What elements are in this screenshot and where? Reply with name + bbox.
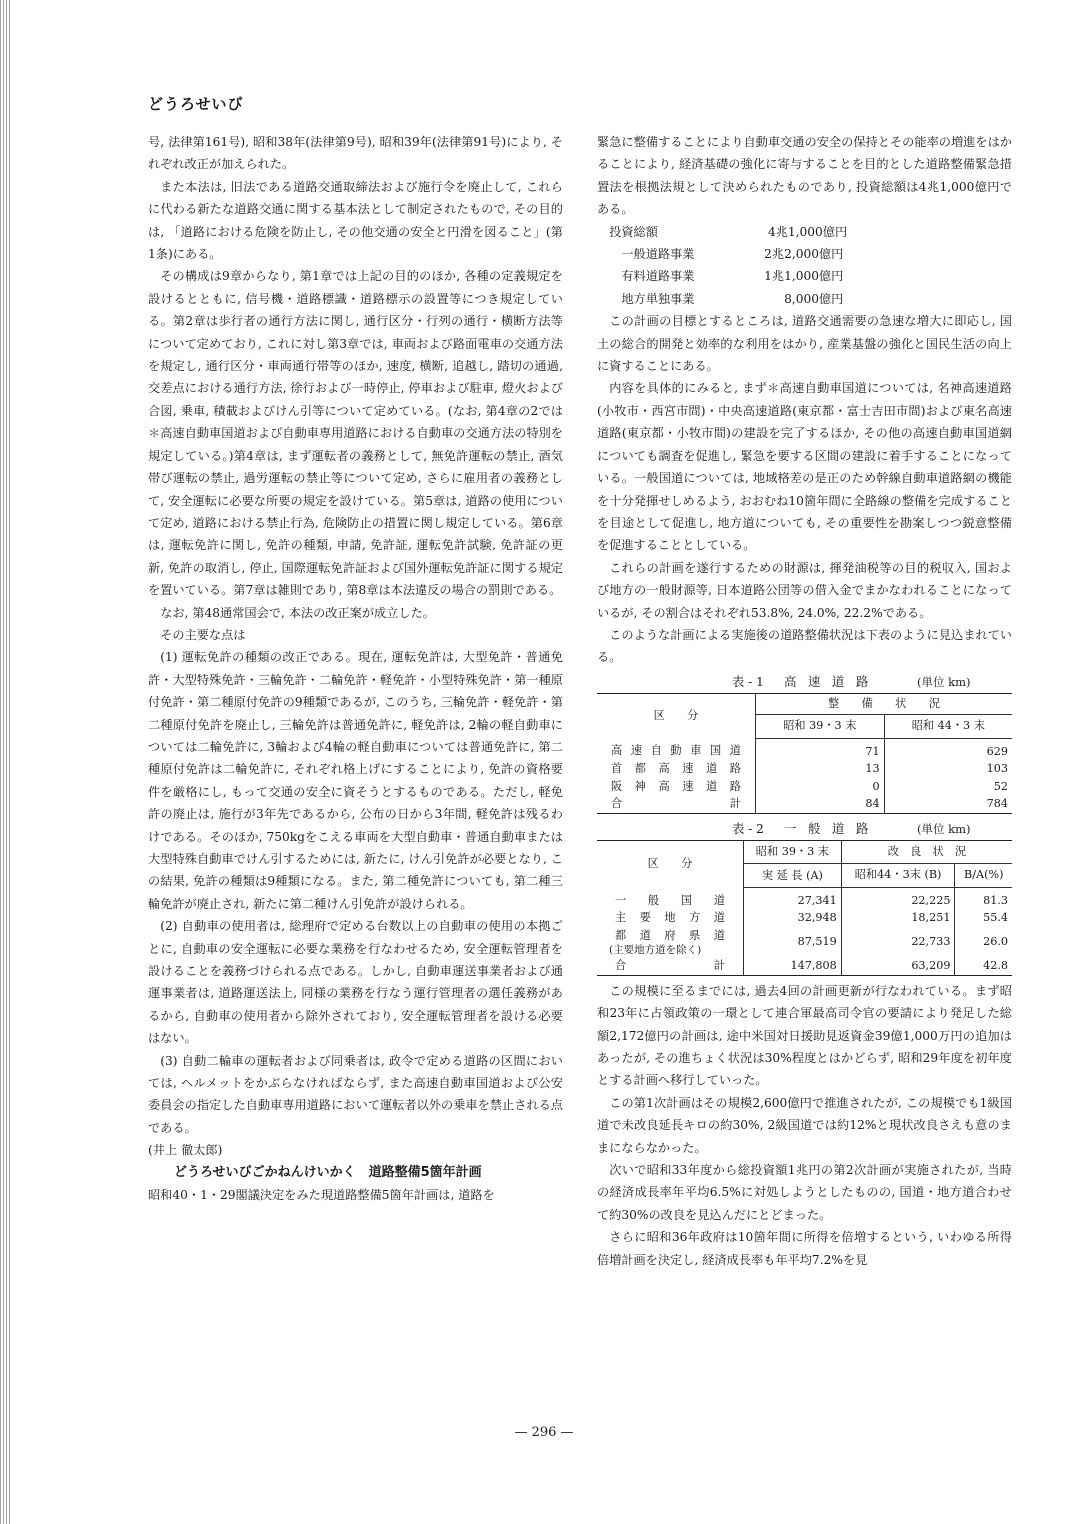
budget-value: 8,000億円 [784, 291, 844, 306]
table2-cell-ratio: 26.0 [955, 927, 1012, 958]
table1-cell-1964: 0 [756, 778, 885, 796]
table2-cell-ratio: 81.3 [955, 887, 1012, 909]
table2-header-col3: B/A(%) [955, 864, 1012, 887]
table1-row-label: 合計 [611, 797, 741, 811]
author-signature: (井上 徹太郎) [148, 1143, 223, 1158]
budget-value: 4兆1,000億円 [767, 224, 848, 239]
table1-cell-1964: 84 [756, 795, 885, 813]
table2-row-label-cell [597, 909, 744, 927]
budget-list [609, 221, 1012, 311]
table-row [597, 909, 1012, 927]
table1-row-label: 高速自動車国道 [611, 744, 741, 758]
table1-caption-row [597, 671, 1012, 693]
table1-row-label: 阪神高速道路 [611, 779, 741, 793]
table1-cell-1969: 629 [884, 738, 1012, 760]
right-paragraph: 内容を具体的にみると, まず＊高速自動車国道については, 名神高速道路(小牧市・西宮市間)・中央高速道路(東京都・富士吉田市間)および東名高速道路(東京都・小牧市間)の建設を完了するほか, その他の高速自動車国道網についても調査を促進し, 緊急を要する区間の建設に着手することになっている。一般国道については, 地域格差の是正のため幹線自動車道路網の機能を十分発揮せしめるよう, おおむね10箇年間に全路線の整備を完成することを目途として促進し, 地方道についても, その重要性を勘案しつつ鋭意整備を促進することとしている。 [597, 381, 1012, 553]
scan-edge [0, 0, 10, 1524]
table2-cell-length: 147,808 [744, 957, 842, 975]
table2-body [597, 887, 1012, 975]
table2-header-kubun: 区 分 [647, 856, 693, 870]
budget-label: 投資総額 [609, 224, 658, 239]
budget-row [609, 288, 1012, 310]
budget-row [609, 221, 1012, 243]
left-paragraph: その主要な点は [160, 627, 246, 642]
budget-value: 1兆1,000億円 [764, 269, 844, 284]
table-row [597, 795, 1012, 813]
budget-value: 2兆2,000億円 [764, 247, 844, 262]
left-paragraph: なお, 第48通常国会で, 本法の改正案が成立した。 [160, 605, 435, 620]
table1-header-group: 整 備 状 況 [756, 694, 1013, 715]
table2-row-label: 一般国道 [615, 893, 725, 907]
table-row [597, 927, 1012, 958]
budget-label: 地方単独事業 [621, 291, 695, 306]
table-row [597, 738, 1012, 760]
left-paragraph: また本法は, 旧法である道路交通取締法および施行令を廃止して, これらに代わる新たな道路交通に関する基本法として制定されたもので, その目的は, 「道路における危険を防止し, その他交通の安全と円滑を図ること」(第1条)にある。 [148, 179, 563, 262]
table2-cell-improved: 63,209 [841, 957, 955, 975]
table2-caption: 表-2 一 般 道 路 [731, 820, 873, 836]
table1-unit: (単位 km) [917, 674, 971, 689]
table1-body [597, 738, 1012, 813]
right-column [597, 131, 1012, 1271]
right-paragraph: これらの計画を遂行するための財源は, 揮発油税等の目的税収入, 国および地方の一般財源等, 日本道路公団等の借入金でまかなわれることになっているが, その割合はそれぞれ53.8%, 24.0%, 22.2%である。 [597, 560, 1012, 620]
table1-cell-1969: 52 [884, 778, 1012, 796]
right-paragraph: このような計画による実施後の道路整備状況は下表のように見込まれている。 [597, 627, 1012, 665]
right-intro: 緊急に整備することにより自動車交通の安全の保持とその能率の増進をはかることにより, 経済基礎の強化に寄与することを目的とした道路整備緊急措置法を根拠法規として決められたものであり, 投資総額は4兆1,000億円である。 [597, 135, 1012, 217]
budget-label: 有料道路事業 [621, 269, 695, 284]
left-paragraph: (1) 運転免許の種類の改正である。現在, 運転免許は, 大型免許・普通免許・大型特殊免許・三輪免許・二輪免許・軽免許・小型特殊免許・第一種原付免許・第二種原付免許の9種類であるが, このうち, 三輪免許・軽免許・第二種原付免許を廃止し, 三輪免許は普通免許に, 軽免許は, 2輪の軽自動車については二輪免許に, 3輪および4輪の軽自動車については普通免許に, 第二種原付免許は二輪免許に, それぞれ格上げにすることにより, 免許の資格要件を厳格にし, もって交通の安全に資そうとするものである。ただし, 軽免許の廃止は, 施行が3年先であるから, 公布の日から3年間, 軽免許は残るわけである。そのほか, 750kgをこえる車両を大型自動車・普通自動車または大型特殊自動車でけん引するためには, 新たに, けん引免許が必要となり, この結果, 免許の種類は9種類になる。また, 第二種免許についても, 第二種三輪免許が廃止され, 新たに第二種けん引免許が設けられる。 [148, 650, 563, 911]
table2-caption-row [597, 818, 1012, 840]
right-paragraphs-1 [597, 310, 1012, 669]
right-paragraph: この第1次計画はその規模2,600億円で推進されたが, この規模でも1級国道で未改良延長キロの約30%, 2級国道では約12%と現状改良さえも意のままにならなかった。 [597, 1095, 1012, 1155]
table-row [597, 760, 1012, 778]
table2-row-label: 都道府県道 [615, 928, 725, 942]
table2-unit: (単位 km) [917, 821, 971, 836]
budget-label: 一般道路事業 [621, 247, 695, 262]
table2-cell-ratio: 55.4 [955, 909, 1012, 927]
table2-cell-improved: 22,225 [841, 887, 955, 909]
page-number: — 296 — [514, 1425, 574, 1440]
right-paragraph: さらに昭和36年政府は10箇年間に所得を倍増するという, いわゆる所得倍増計画を決定し, 経済成長率も年平均7.2%を見 [597, 1230, 1012, 1267]
entry-first-line: 昭和40・1・29閣議決定をみた現道路整備5箇年計画は, 道路を [148, 1188, 495, 1203]
entry-heading: どうろせいびごかねんけいかく 道路整備5箇年計画 [174, 1164, 482, 1180]
table-row [597, 957, 1012, 975]
table2-header-group: 改 良 状 況 [841, 840, 1012, 863]
table1-row-label: 首都高速道路 [611, 762, 741, 776]
table2-header-col2: 昭和44・3末 (B) [841, 864, 955, 887]
table2-row-label: 合計 [615, 959, 725, 973]
table1-header-col2: 昭和 44・3 末 [884, 715, 1012, 738]
budget-row [609, 265, 1012, 287]
table1-caption: 表-1 高 速 道 路 [731, 673, 873, 689]
table2-header-col1a: 昭和 39・3 末 [744, 840, 842, 863]
table-row [597, 887, 1012, 909]
right-paragraph: この規模に至るまでには, 過去4回の計画更新が行なわれている。まず昭和23年に占領政策の一環として連合軍最高司令官の要請により発足した総額2,172億円の計画は, 途中米国対日援助見返資金39億1,000万円の追加はあったが, その進ちょく状況は30%程度とはかどらず, 昭和29年度を初年度とする計画へ移行していった。 [597, 983, 1012, 1088]
table1-header-kubun: 区 分 [653, 708, 699, 722]
table2-row-label-cell [597, 887, 744, 909]
table2-row-label-cell [597, 957, 744, 975]
table2-row-label-cell [597, 927, 744, 958]
table1-expressway [597, 693, 1012, 813]
left-paragraph: (2) 自動車の使用者は, 総理府で定める台数以上の自動車の使用の本拠ごとに, 自動車の安全運転に必要な業務を行なわせるため, 安全運転管理者を設けることを義務づけられる点である。しかし, 自動車運送事業者および通運事業者は, 道路運送法上, 同様の業務を行なう運行管理者の選任義務があるから, 自動車の使用者から除外されており, 安全運転管理者を設ける必要はない。 [148, 919, 563, 1046]
right-paragraph: 次いで昭和33年度から総投資額1兆円の第2次計画が実施されたが, 当時の経済成長率年平均6.5%に対処しようとしたものの, 国道・地方道合わせて約30%の改良を見込んだにとどまった。 [597, 1163, 1012, 1222]
table2-general-roads [597, 840, 1012, 976]
table1-cell-1964: 13 [756, 760, 885, 778]
left-paragraph: (3) 自動二輪車の運転者および同乗者は, 政令で定める道路の区間においては, ヘルメットをかぶらなければならず, また高速自動車国道および公安委員会の指定した自動車専用道路において運転者以外の乗車を禁止される点である。 [148, 1053, 563, 1135]
table-row [597, 778, 1012, 796]
table2-cell-length: 27,341 [744, 887, 842, 909]
left-paragraph: その構成は9章からなり, 第1章では上記の目的のほか, 各種の定義規定を設けるとともに, 信号機・道路標識・道路標示の設置等につき規定している。第2章は歩行者の通行方法に関し, 通行区分・行列の通行・横断方法等について定めており, これに対し第3章では, 車両および路面電車の交通方法を規定し, 通行区分・車両通行帯等のほか, 速度, 横断, 追越し, 踏切の通過, 交差点における通行方法, 徐行および一時停止, 停車および駐車, 燈火および合図, 乗車, 積載およびけん引等について定めている。(なお, 第4章の2では＊高速自動車国道および自動車専用道路における自動車の交通方法の特別を規定している。)第4章は, まず運転者の義務として, 無免許運転の禁止, 酒気帯び運転の禁止, 過労運転の禁止等について定め, さらに雇用者の義務として, 安全運転に必要な所要の規定を設けている。第5章は, 道路の使用について定め, 道路における禁止行為, 危険防止の措置に関し規定している。第6章は, 運転免許に関し, 免許の種類, 申請, 免許証, 運転免許試験, 免許証の更新, 免許の取消し, 停止, 国際運転免許証および国外運転免許証に関する規定を置いている。第7章は雑則であり, 第8章は本法違反の場合の罰則である。 [148, 269, 563, 598]
table2-cell-improved: 22,733 [841, 927, 955, 958]
left-column [148, 131, 563, 1207]
table1-cell-1969: 103 [884, 760, 1012, 778]
table2-row-sublabel: (主要地方道を除く) [609, 944, 702, 957]
right-paragraph: この計画の目標とするところは, 道路交通需要の急速な増大に即応し, 国土の総合的開発と効率的な利用をはかり, 産業基盤の強化と国民生活の向上に資することにある。 [597, 314, 1012, 374]
table2-cell-length: 32,948 [744, 909, 842, 927]
left-paragraphs [148, 131, 563, 1139]
table2-cell-ratio: 42.8 [955, 957, 1012, 975]
table2-cell-length: 87,519 [744, 927, 842, 958]
table2-row-label: 主要地方道 [615, 911, 725, 925]
running-head: どうろせいび [148, 95, 244, 113]
table2-cell-improved: 18,251 [841, 909, 955, 927]
table1-header-col1: 昭和 39・3 末 [756, 715, 885, 738]
table1-cell-1964: 71 [756, 738, 885, 760]
left-paragraph: 号, 法律第161号), 昭和38年(法律第9号), 昭和39年(法律第91号)により, それぞれ改正が加えられた。 [148, 135, 563, 172]
right-paragraphs-2 [597, 980, 1012, 1271]
table1-cell-1969: 784 [884, 795, 1012, 813]
budget-row [609, 243, 1012, 265]
table2-header-col1b: 実 延 長 (A) [744, 864, 842, 887]
